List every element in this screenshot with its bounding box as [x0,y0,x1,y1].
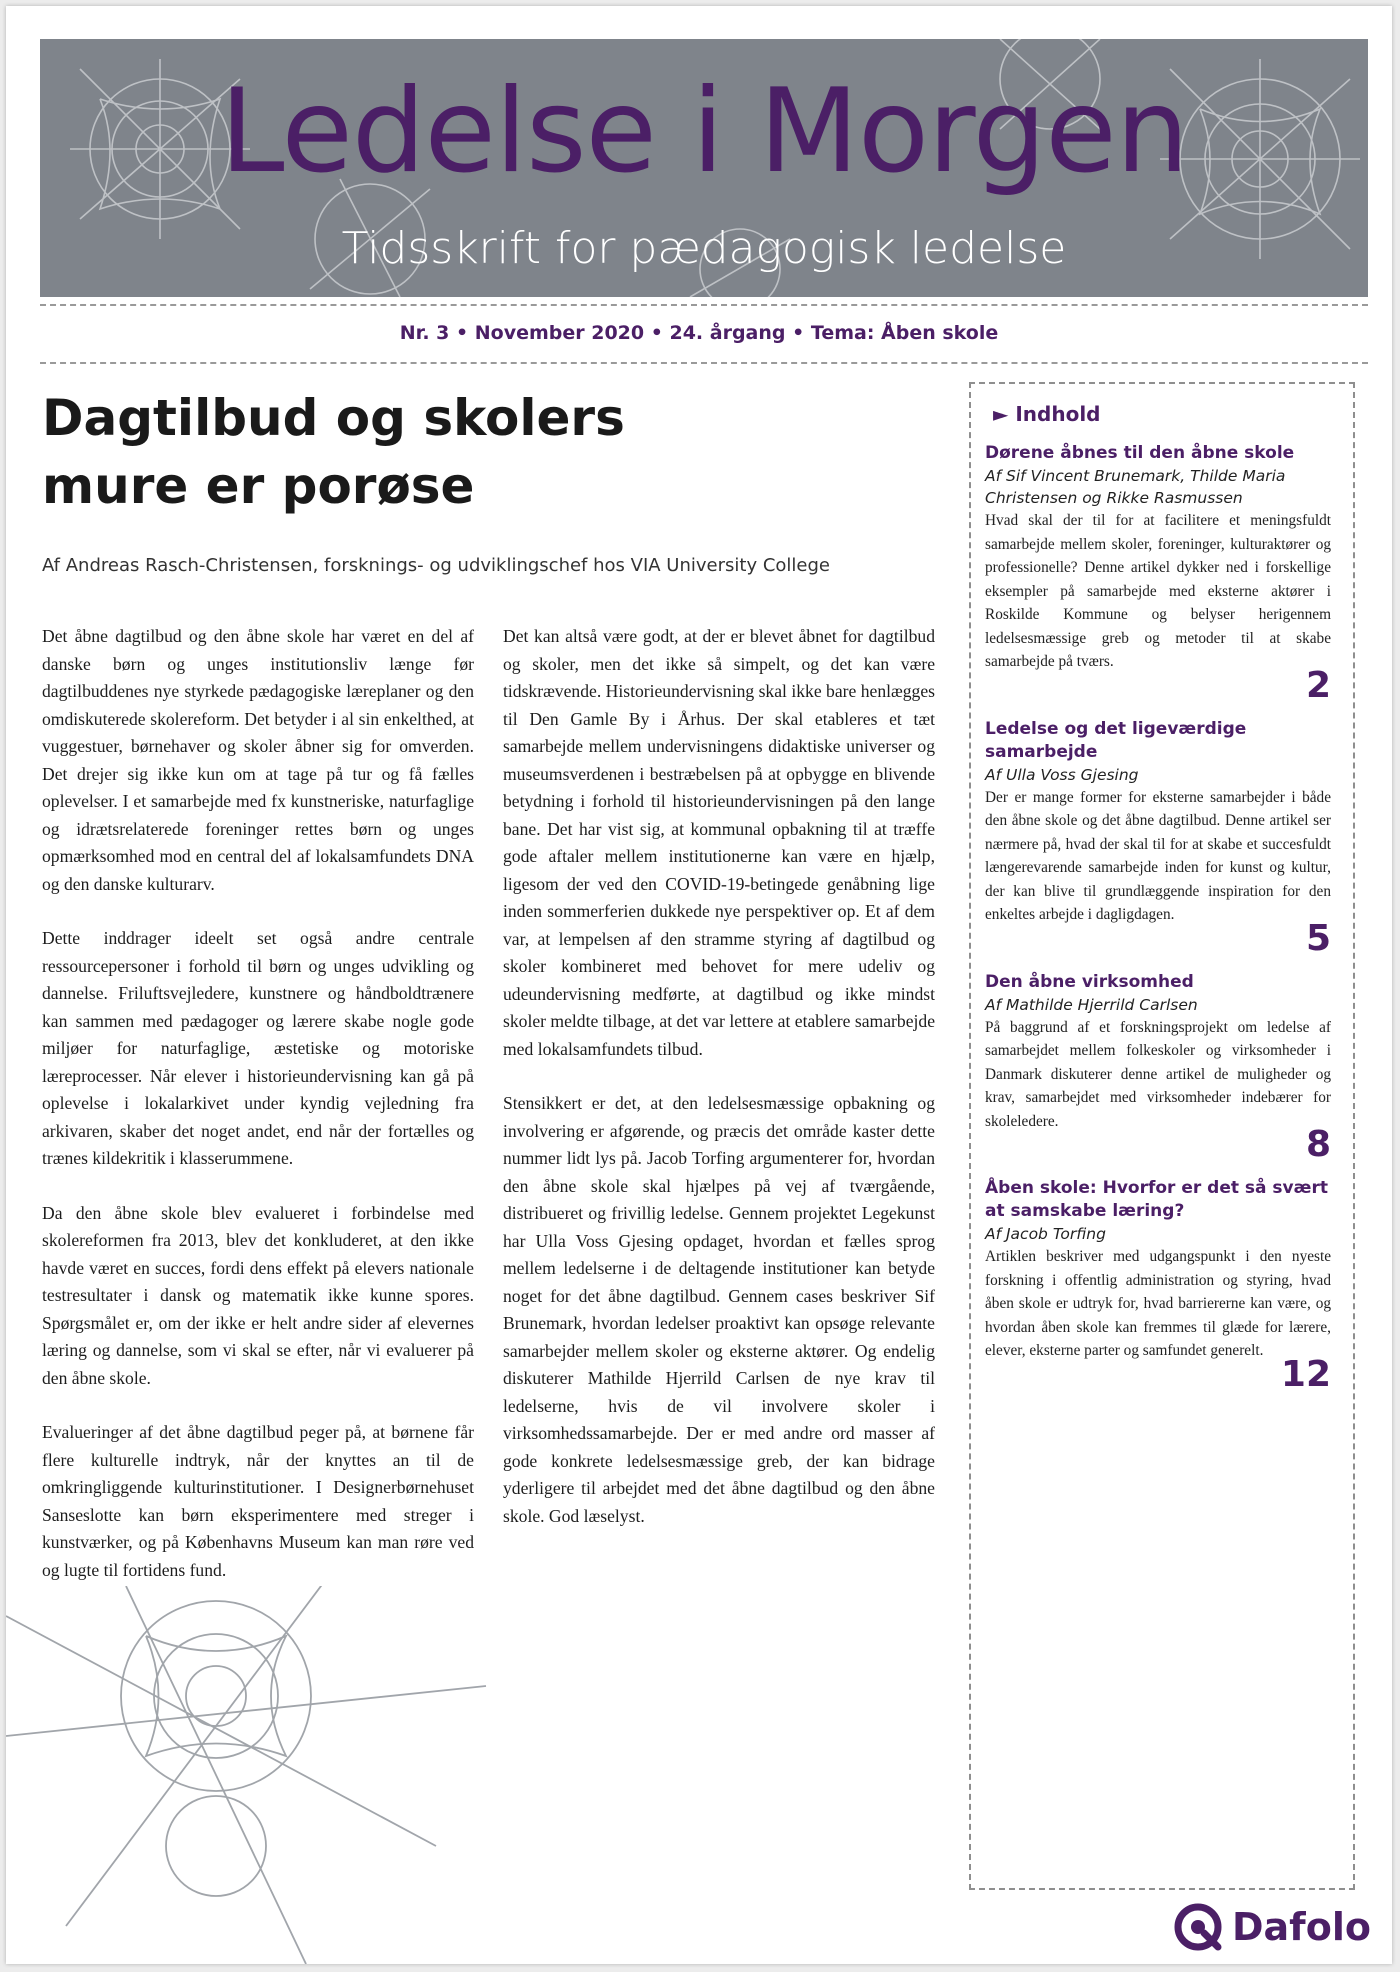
toc-entry-page-number: 8 [1305,1124,1331,1165]
toc-heading: ► Indhold [993,402,1101,426]
issue-line: Nr. 3 • November 2020 • 24. årgang • Tema: Åben skole [399,322,999,344]
toc-entry-title[interactable]: Åben skole: Hvorfor er det så svært at samskabe læring? [985,1178,1328,1221]
toc-entry-description: Hvad skal der til for at facilitere et meningsfuldt samarbejde mellem skoler, foreninger, kulturaktører og professionelle? Denne artikel dykker ned i forskellige eksempler på samarbejde med eksterne aktører i Roskilde Kommune og belyser herigennem ledelsesmæssige greb og metoder til at skabe samarbejde på tværs. [985,512,1331,670]
toc-entry-page-number: 2 [1305,664,1331,706]
magazine-title: Ledelse i Morgen [219,64,1189,199]
paragraph: Da den åbne skole blev evalueret i forbindelse med skolereformen fra 2013, blev det konkluderet, at den ikke havde været en succes, fordi dens effekt på elevers nationale testresultater i dansk og matematik ikke kunne spores. Spørgsmålet er, om der ikke er helt andre sider af elevernes læring og dannelse, som vi skal se efter, når vi evaluerer på den åbne skole. [42,1202,474,1388]
paragraph: Dette inddrager ideelt set også andre centrale ressourcepersoner i forhold til børn og unges udvikling og dannelse. Friluftsvejledere, kunstnere og håndboldtrænere kan sammen med pædagoger og lærere skabe nogle gode miljøer for naturfaglige, æstetiske og motoriske læreprocesser. Når elever i historieundervisning kan gå på oplevelse i lokalarkivet under kyndig vejledning fra arkivaren, skaber det noget andet, end når der fortælles og trænes kildekritik i klasserummene. [42,928,474,1168]
masthead [40,39,1368,297]
table-of-contents [969,382,1355,1890]
bottom-ornament [6,1586,566,1964]
publisher-name: Dafolo [1232,1905,1371,1949]
paragraph: Det åbne dagtilbud og den åbne skole har været en del af danske børn og unges institutionsliv længe før dagtilbuddenes nye styrkede pædagogiske læreplaner og den omdiskuterede skolereform. Det betyder i al sin enkelthed, at vuggestuer, børnehaver og skoler åbner sig for omverden. Det drejer sig ikke kun om at tage på tur og få fælles oplevelser. I et samarbejde med fx kunstneriske, naturfaglige og idrætsrelaterede foreninger rettes børn og unges opmærksomhed mod en central del af lokalsamfundets DNA og den danske kulturarv. [42,626,474,894]
article-column-2 [503,623,935,1557]
toc-entry-description: Artiklen beskriver med udgangspunkt i den nyeste forskning i offentlig administration og styring, hvad åben skole er udtryk for, hvad barriererne kan være, og hvordan åben skole kan fremmes til glæde for lærere, elever, eksterne parter og samfundet generelt. [985,1248,1331,1359]
toc-entry-page-number: 5 [1305,917,1331,959]
divider-bottom [40,362,1368,364]
toc-entry-title[interactable]: Ledelse og det ligeværdige samarbejde [985,718,1247,762]
article-headline [42,384,922,520]
article-byline: Af Andreas Rasch-Christensen, forsknings- og udviklingschef hos VIA University College [42,555,830,576]
headline-line-1: Dagtilbud og skolers [42,389,625,447]
paragraph: Det kan altså være godt, at der er blevet åbnet for dagtilbud og skoler, men det ikke så simpelt, og det kan være tidskrævende. Historieundervisning skal ikke bare henlægges til Den Gamle By i Århus. Der skal etableres et tæt samarbejde mellem undervisningens didaktiske universer og museumsverdenen i bestræbelsen på at opbygge en blivende betydning i forhold til historieundervisningen på den lange bane. Det har vist sig, at kommunal opbakning til at træffe gode aftaler mellem institutionerne kan være en hjælp, ligesom der ved den COVID-19-betingede genåbning lige inden sommerferien dukkede nye perspektiver op. Et af dem var, at lempelsen af den stramme styring af dagtilbud og skoler kombineret med behovet for mere udeliv og udeundervisning medførte, at dagtilbud og ikke mindst skoler meldte tilbage, at det var lettere at etablere samarbejde med lokalsamfundets tilbud. [503,626,935,1059]
toc-entry-author: Af Ulla Voss Gjesing [985,765,1139,784]
toc-entry-description: På baggrund af et forskningsprojekt om ledelse af samarbejdet mellem folkeskoler og virksomheder i Danmark diskuterer denne artikel de muligheder og krav, samarbejdet med virksomheder indebærer for skoleledere. [985,1018,1331,1130]
magazine-page [6,6,1392,1964]
toc-entry-description: Der er mange former for eksterne samarbejder i både den åbne skole og det åbne dagtilbud. Denne artikel ser nærmere på, hvad der skal til for at skabe et succesfuldt længerevarende samarbejde inden for kunst og kultur, der kan blive til grundlæggende inspiration for den enkeltes arbejde i dagligdagen. [985,788,1331,923]
divider-top [40,304,1368,306]
paragraph: Stensikkert er det, at den ledelsesmæssige opbakning og involvering er afgørende, og præcis det område kaster dette nummer lidt lys på. Jacob Torfing argumenterer for, hvordan den åbne skole skal hjælpes på vej af tværgående, distribueret og frivillig ledelse. Gennem projektet Legekunst har Ulla Voss Gjesing opdaget, hvordan et fælles sprog mellem ledelserne i de deltagende institutioner kan betyde noget for det åbne dagtilbud. Gennem cases beskriver Sif Brunemark, hvordan ledelser proaktivt kan opsøge relevante samarbejder mellem skoler og eksterne aktører. Og endelig diskuterer Mathilde Hjerrild Carlsen de nye krav til ledelserne, hvis de vil involvere skoler i virksomhedssamarbejde. Der er med andre ord masser af gode konkrete ledelsesmæssige greb, der kan bidrage yderligere til arbejdet med det åbne dagtilbud og den åbne skole. God læselyst. [503,1093,935,1526]
toc-entry[interactable] [985,718,1335,957]
headline-line-2: mure er porøse [42,457,475,515]
toc-entry-author: Af Sif Vincent Brunemark, Thilde Maria Christensen og Rikke Rasmussen [985,467,1286,507]
toc-entry-author: Af Mathilde Hjerrild Carlsen [985,995,1198,1014]
dafolo-logo-icon [1174,1903,1222,1951]
publisher-logo [1174,1899,1374,1955]
magazine-subtitle: Tidsskrift for pædagogisk ledelse [341,223,1067,274]
toc-entry-page-number: 12 [1280,1353,1331,1395]
toc-entry[interactable] [985,442,1335,704]
article-column-1 [42,623,474,1611]
toc-entry-title[interactable]: Dørene åbnes til den åbne skole [985,443,1295,463]
toc-entry-title[interactable]: Den åbne virksomhed [985,971,1194,992]
paragraph: Evalueringer af det åbne dagtilbud peger på, at børnene får flere kulturelle indtryk, når der knyttes an til de omkringliggende kulturinstitutioner. I Designerbørnehuset Sanseslotte kan børn eksperimentere med streger i kunstværker, og på Københavns Museum kan man røre ved og lugte til fortidens fund. [42,1422,474,1580]
toc-entry-author: Af Jacob Torfing [985,1225,1106,1243]
toc-entry[interactable] [985,1177,1335,1393]
toc-entry[interactable] [985,971,1335,1164]
